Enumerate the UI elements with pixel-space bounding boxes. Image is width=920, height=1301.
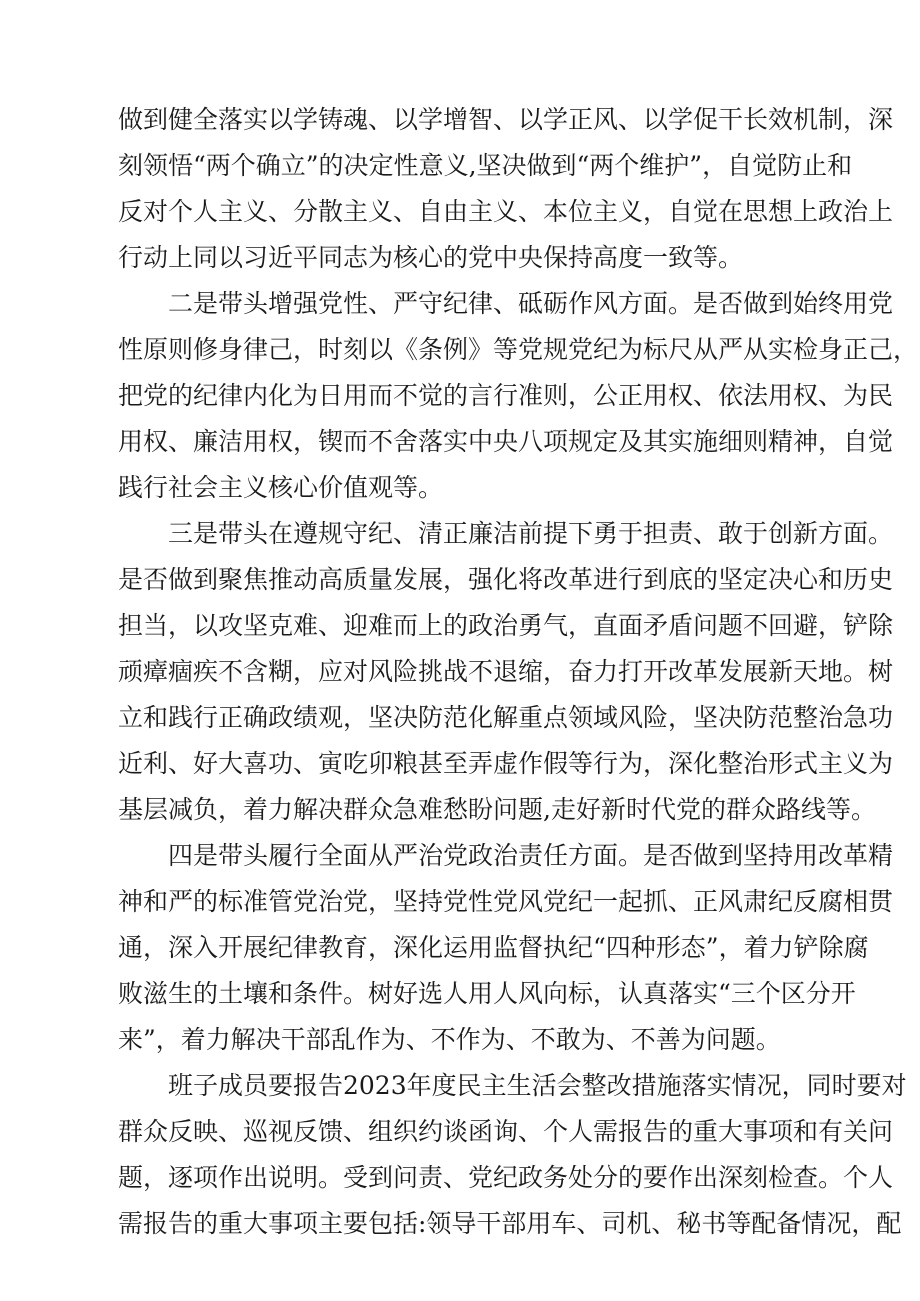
text-line: 败滋生的土壤和条件。树好选人用人风向标，认真落实“三个区分开 <box>118 979 856 1008</box>
text-line: 二是带头增强党性、严守纪律、砥砺作风方面。是否做到始终用党 <box>168 289 894 318</box>
text-line: 题，逐项作出说明。受到问责、党纪政务处分的要作出深刻检查。个人 <box>118 1163 894 1192</box>
text-line: 行动上同以习近平同志为核心的党中央保持高度一致等。 <box>118 243 744 272</box>
text-line: 群众反映、巡视反馈、组织约谈函询、个人需报告的重大事项和有关问 <box>118 1117 894 1146</box>
text-line: 班子成员要报告2023年度民主生活会整改措施落实情况，同时要对 <box>168 1071 907 1100</box>
paragraph-1 <box>118 97 894 281</box>
text-line: 践行社会主义核心价值观等。 <box>118 473 444 502</box>
paragraph-3 <box>118 511 894 833</box>
text-line: 反对个人主义、分散主义、自由主义、本位主义，自觉在思想上政治上 <box>118 197 894 226</box>
text-line: 四是带头履行全面从严治党政治责任方面。是否做到坚持用改革精 <box>168 841 894 870</box>
text-line: 做到健全落实以学铸魂、以学增智、以学正风、以学促干长效机制，深 <box>118 105 894 134</box>
text-line: 是否做到聚焦推动高质量发展，强化将改革进行到底的坚定决心和历史 <box>118 565 894 594</box>
text-line: 性原则修身律己，时刻以《条例》等党规党纪为标尺从严从实检身正己， <box>118 335 919 364</box>
text-line: 神和严的标准管党治党，坚持党性党风党纪一起抓、正风肃纪反腐相贯 <box>118 887 894 916</box>
paragraph-4 <box>118 833 894 1063</box>
text-line: 把党的纪律内化为日用而不觉的言行准则，公正用权、依法用权、为民 <box>118 381 894 410</box>
text-line: 基层减负，着力解决群众急难愁盼问题,走好新时代党的群众路线等。 <box>118 795 876 824</box>
text-line: 用权、廉洁用权，锲而不舍落实中央八项规定及其实施细则精神，自觉 <box>118 427 894 456</box>
paragraph-2 <box>118 281 919 511</box>
document-body <box>118 97 919 1247</box>
paragraph-5 <box>118 1063 907 1247</box>
text-line: 顽瘴痼疾不含糊，应对风险挑战不退缩，奋力打开改革发展新天地。树 <box>118 657 894 686</box>
text-line: 刻领悟“两个确立”的决定性意义,坚决做到“两个维护”，自觉防止和 <box>118 151 853 180</box>
text-line: 担当，以攻坚克难、迎难而上的政治勇气，直面矛盾问题不回避，铲除 <box>118 611 894 640</box>
text-line: 立和践行正确政绩观，坚决防范化解重点领域风险，坚决防范整治急功 <box>118 703 894 732</box>
text-line: 通，深入开展纪律教育，深化运用监督执纪“四种形态”，着力铲除腐 <box>118 933 869 962</box>
text-line: 近利、好大喜功、寅吃卯粮甚至弄虚作假等行为，深化整治形式主义为 <box>118 749 894 778</box>
text-line: 三是带头在遵规守纪、清正廉洁前提下勇于担责、敢于创新方面。 <box>168 519 894 548</box>
text-line: 需报告的重大事项主要包括:领导干部用车、司机、秘书等配备情况，配 <box>118 1209 902 1238</box>
text-line: 来”，着力解决干部乱作为、不作为、不敢为、不善为问题。 <box>118 1025 781 1054</box>
